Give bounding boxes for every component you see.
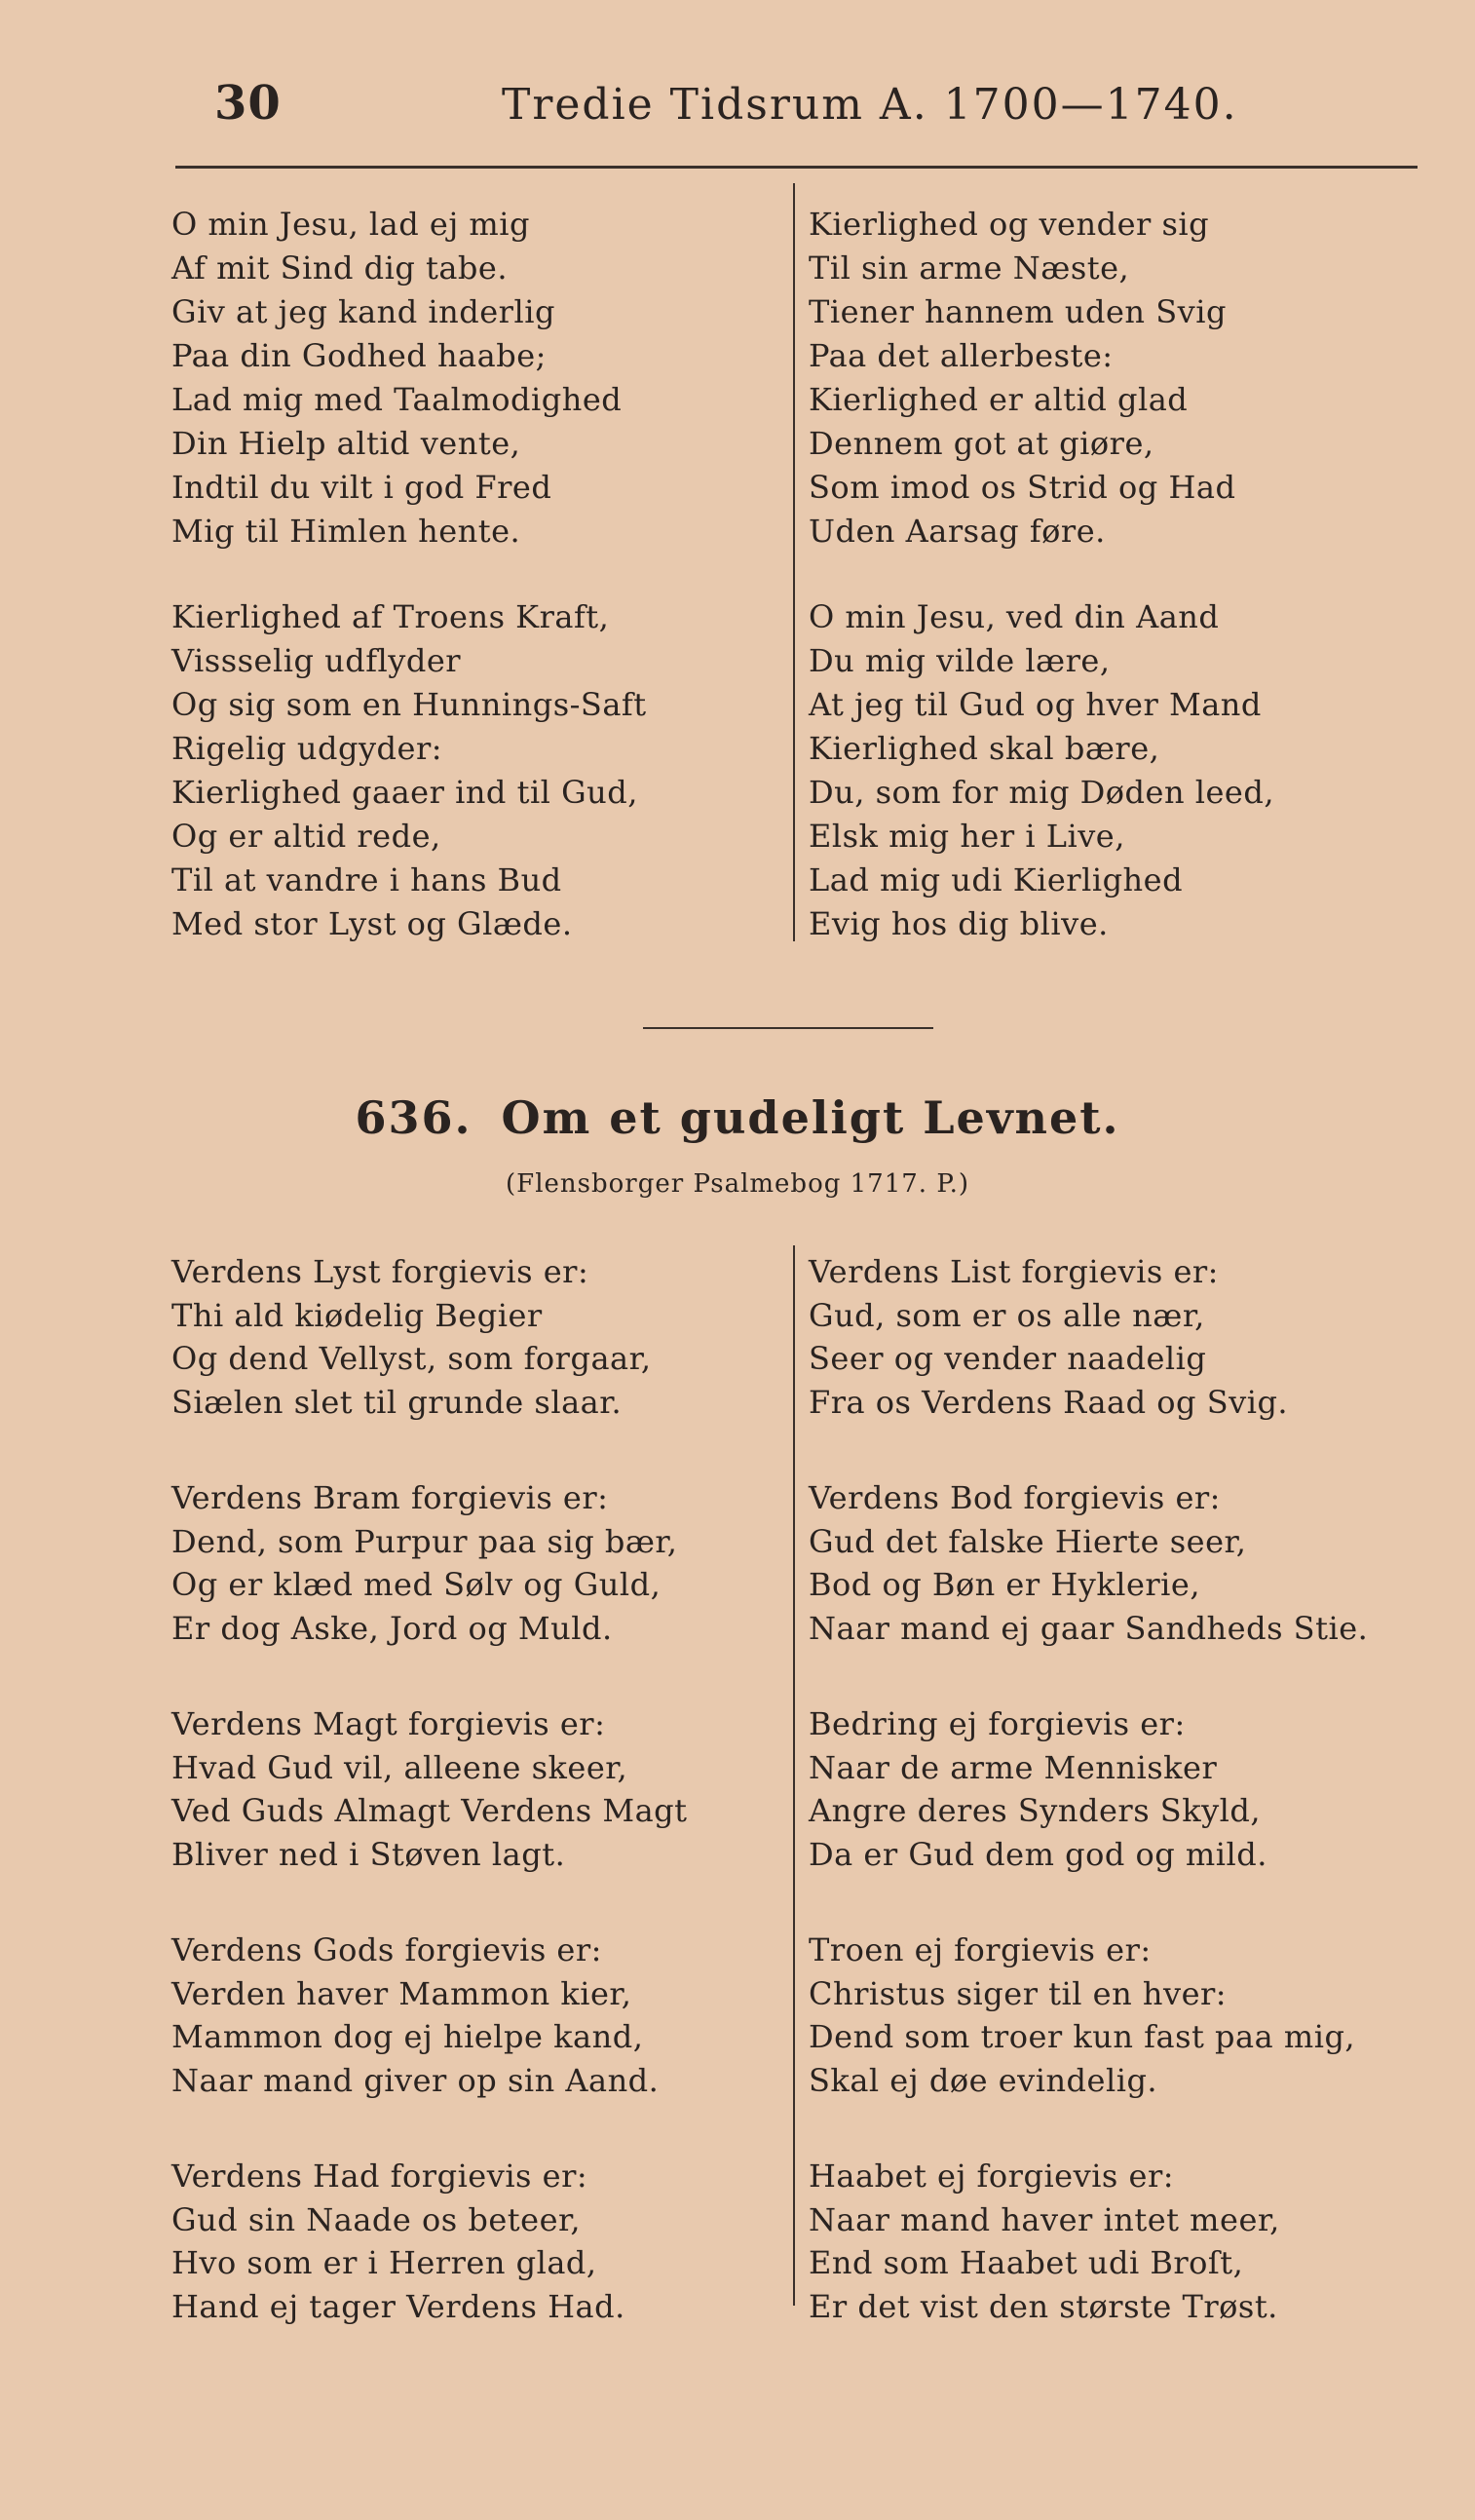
verse-line: Til at vandre i hans Bud [171, 861, 562, 898]
verse-line: Christus siger til en hver: [809, 1974, 1228, 2012]
verse-line: Mammon dog ej hielpe kand, [171, 2018, 644, 2055]
hymn-source: (Flensborger Psalmebog 1717. P.) [506, 1169, 969, 1199]
verse-line: Dend, som Purpur paa sig bær, [171, 1522, 678, 1560]
stanza-gap [809, 554, 1274, 595]
header-rule [175, 166, 1418, 169]
stanza-gap [171, 1876, 688, 1928]
verse-line: End som Haabet udi Broſt, [809, 2244, 1244, 2281]
verse-line: Hvad Gud vil, alleene skeer, [171, 1748, 628, 1786]
verse-line: Af mit Sind dig tabe. [171, 249, 508, 286]
stanza-gap [809, 1650, 1368, 1702]
page-number: 30 [214, 76, 282, 131]
verse-line: Rigelig udgyder: [171, 730, 443, 767]
verse-line: Angre deres Synders Skyld, [809, 1792, 1262, 1829]
hymn-heading [0, 1091, 1475, 1144]
verse-line: Gud, som er os alle nær, [809, 1296, 1205, 1334]
running-title: Tredie Tidsrum A. 1700—1740. [502, 80, 1238, 130]
verse-line: Hand ej tager Verdens Had. [171, 2287, 625, 2325]
verse-line: Dend som troer kun fast paa mig, [809, 2018, 1356, 2055]
stanza-gap [809, 1876, 1368, 1928]
stanza-gap [809, 1424, 1368, 1476]
column-divider [793, 1245, 795, 2306]
verse-line: Bliver ned i Støven lagt. [171, 1835, 566, 1873]
verse-line: Du, som for mig Døden leed, [809, 774, 1275, 811]
verse-line: Tiener hannem uden Svig [809, 293, 1227, 330]
verse-line: Verdens Lyst forgievis er: [171, 1253, 589, 1290]
verse-line: Indtil du vilt i god Fred [171, 469, 552, 506]
verse-line: Siælen slet til grunde slaar. [171, 1383, 623, 1421]
verse-line: Til sin arme Næste, [809, 249, 1130, 286]
hymn-number: 636. [355, 1091, 473, 1144]
verse-line: Og er klæd med Sølv og Guld, [171, 1566, 662, 1603]
verse-line: At jeg til Gud og hver Mand [809, 686, 1262, 723]
verse-line: Kierlighed gaaer ind til Gud, [171, 774, 638, 811]
stanza-gap [171, 2102, 688, 2155]
verse-line: Lad mig udi Kierlighed [809, 861, 1184, 898]
verse-line: O min Jesu, lad ej mig [171, 206, 530, 243]
hymn-title: Om et gudeligt Levnet. [501, 1091, 1120, 1144]
verse-line: Som imod os Strid og Had [809, 469, 1236, 506]
verse-line: Naar mand giver op sin Aand. [171, 2061, 660, 2099]
verse-line: Evig hos dig blive. [809, 905, 1109, 942]
verse-line: Verdens Gods forgievis er: [171, 1931, 602, 1968]
stanza-gap [809, 2102, 1368, 2155]
verse-line: Da er Gud dem god og mild. [809, 1835, 1267, 1873]
verse-line: Verdens Had forgievis er: [171, 2157, 588, 2195]
verse-line: Verdens Magt forgievis er: [171, 1705, 606, 1742]
verse-line: Paa det allerbeste: [809, 337, 1114, 374]
verse-line: Og sig som en Hunnings-Saft [171, 686, 647, 723]
verse-line: Ved Guds Almagt Verdens Magt [171, 1792, 688, 1829]
verse-line: Er dog Aske, Jord og Muld. [171, 1609, 613, 1647]
top-left-column [171, 203, 647, 946]
hymn-left-column [171, 1250, 688, 2328]
verse-line: Kierlighed er altid glad [809, 381, 1189, 418]
page-header [0, 70, 1475, 138]
verse-line: Gud sin Naade os beteer, [171, 2200, 581, 2238]
stanza-gap [171, 1424, 688, 1476]
verse-line: Haabet ej forgievis er: [809, 2157, 1175, 2195]
verse-line: Kierlighed af Troens Kraft, [171, 598, 610, 635]
verse-line: Du mig vilde lære, [809, 642, 1111, 679]
verse-line: Gud det falske Hierte seer, [809, 1522, 1247, 1560]
column-divider [793, 183, 795, 941]
verse-line: Uden Aarsag føre. [809, 513, 1106, 550]
verse-line: Kierlighed og vender sig [809, 206, 1210, 243]
top-right-column [809, 203, 1274, 946]
verse-line: Seer og vender naadelig [809, 1340, 1207, 1377]
verse-line: Naar mand ej gaar Sandheds Stie. [809, 1609, 1369, 1647]
verse-line: Verdens Bod forgievis er: [809, 1479, 1221, 1516]
verse-line: Bedring ej forgievis er: [809, 1705, 1186, 1742]
verse-line: Bod og Bøn er Hyklerie, [809, 1566, 1201, 1603]
verse-line: Dennem got at giøre, [809, 425, 1154, 462]
verse-line: Er det vist den største Trøst. [809, 2287, 1278, 2325]
verse-line: Naar de arme Mennisker [809, 1748, 1218, 1786]
verse-line: Kierlighed skal bære, [809, 730, 1160, 767]
verse-line: Troen ej forgievis er: [809, 1931, 1152, 1968]
verse-line: O min Jesu, ved din Aand [809, 598, 1220, 635]
verse-line: Thi ald kiødelig Begier [171, 1296, 543, 1334]
verse-line: Lad mig med Taalmodighed [171, 381, 623, 418]
verse-line: Verdens Bram forgievis er: [171, 1479, 609, 1516]
verse-line: Elsk mig her i Live, [809, 818, 1125, 855]
verse-line: Vissselig udflyder [171, 642, 462, 679]
verse-line: Med stor Lyst og Glæde. [171, 905, 573, 942]
verse-line: Verdens List forgievis er: [809, 1253, 1219, 1290]
verse-line: Og dend Vellyst, som forgaar, [171, 1340, 652, 1377]
stanza-gap [171, 554, 647, 595]
section-divider [643, 1027, 933, 1029]
hymn-right-column [809, 1250, 1368, 2328]
verse-line: Og er altid rede, [171, 818, 441, 855]
verse-line: Din Hielp altid vente, [171, 425, 521, 462]
verse-line: Mig til Himlen hente. [171, 513, 521, 550]
verse-line: Skal ej døe evindelig. [809, 2061, 1158, 2099]
verse-line: Fra os Verdens Raad og Svig. [809, 1383, 1289, 1421]
verse-line: Paa din Godhed haabe; [171, 337, 547, 374]
verse-line: Giv at jeg kand inderlig [171, 293, 555, 330]
verse-line: Naar mand haver intet meer, [809, 2200, 1280, 2238]
verse-line: Hvo som er i Herren glad, [171, 2244, 597, 2281]
stanza-gap [171, 1650, 688, 1702]
verse-line: Verden haver Mammon kier, [171, 1974, 632, 2012]
